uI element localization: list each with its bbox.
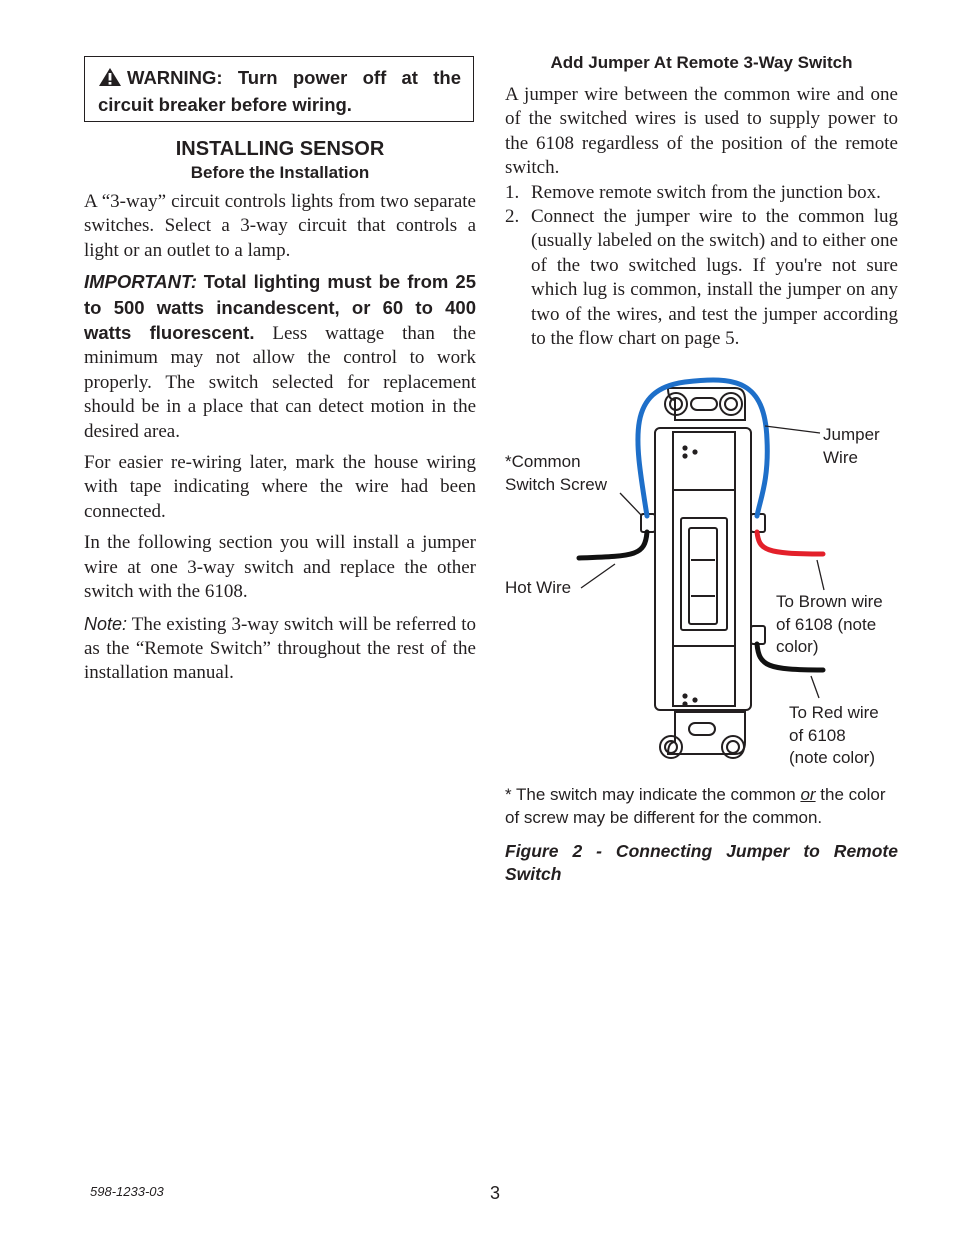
switch-body-inner [673,432,735,706]
toggle-lever [689,528,717,624]
installing-sensor-section [84,136,476,693]
common-screw-label [505,451,607,496]
important-bold-text: Total lighting must be from 25 to 500 watts incandescent, or 60 to 400 watts fluorescent. [84,271,476,344]
footnote-text-end: the color of screw may be different for the common. [505,785,886,827]
hot-wire-label: Hot Wire [505,578,572,597]
hot-wire [579,532,647,558]
red-wire [757,532,823,554]
red-wire-label [789,702,879,770]
footnote-emphasis: or [800,785,816,804]
important-paragraph [84,270,476,444]
important-rest-text: Less wattage than the minimum may not allow the control to work properly. The switch selected for replacement should be in a place that can detect motion in the desired area. [84,323,476,442]
brown-wire-label [776,591,883,659]
common-screw-leader [620,493,642,516]
label-line: of 6108 (note [776,614,877,634]
step-number: 2. [505,206,520,228]
bottom-slot [689,723,715,735]
label-line: Wire [823,447,858,467]
jumper-wire-leader [765,426,820,433]
warning-triangle-icon [98,67,122,93]
switch-wiring-diagram [495,360,905,775]
important-label: IMPORTANT: [84,271,198,293]
top-right-mount-hole-inner [725,398,737,410]
diagram-footnote [505,784,898,829]
jumper-wire-label [823,424,880,469]
warning-box [84,56,474,122]
page-number: 3 [490,1183,501,1203]
note-paragraph [84,612,476,686]
label-line: (note color) [789,748,875,767]
jumper-heading: Add Jumper At Remote 3-Way Switch [550,53,853,72]
section-heading: INSTALLING SENSOR [175,138,385,160]
warning-text: WARNING: Turn power off at the circuit breaker before wiring. [98,67,461,115]
jumper-section [505,51,898,351]
jumper-wire [638,380,767,516]
switch-body-outer [655,428,751,710]
label-line: color) [776,637,819,656]
label-line: Jumper [823,425,880,444]
hot-wire-leader [581,564,615,588]
label-line: To Red wire [789,703,879,722]
step-2 [505,205,898,351]
bottom-right-mount-hole-inner [727,741,739,753]
following-section-paragraph: In the following section you will install a jumper wire at one 3-way switch and replace the other switch with the 6108. [84,532,476,603]
top-slot [691,398,717,410]
note-label: Note: [84,613,128,634]
toggle-plate [681,518,727,630]
top-right-mount-hole [720,393,742,415]
steps-list [505,181,898,352]
label-line: of 6108 [789,725,846,745]
note-text: The existing 3-way switch will be referred to as the “Remote Switch” throughout the rest of the installation manual. [84,613,476,684]
label-line: *Common [505,452,581,471]
section-subheading: Before the Installation [190,163,370,182]
label-line: Switch Screw [505,474,608,494]
intro-paragraph: A “3-way” circuit controls lights from two separate switches. Select a 3-way circuit that controls a light or an outlet to a lamp. [84,191,476,261]
rewiring-paragraph: For easier re-wiring later, mark the house wiring with tape indicating where the wire had been connected. [84,452,476,522]
label-line: To Brown wire [776,592,883,611]
step-text: Remove remote switch from the junction box. [531,181,881,203]
red-wire-leader [811,676,819,698]
jumper-intro: A jumper wire between the common wire and one of the switched wires is used to supply power to the 6108 regardless of the position of the remote switch. [505,84,898,179]
step-1 [505,181,898,205]
footnote-text: * The switch may indicate the common [505,785,801,804]
document-number: 598-1233-03 [90,1184,164,1199]
figure-caption: Figure 2 - Connecting Jumper to Remote Switch [505,841,898,884]
bottom-strap [668,712,745,754]
brown-wire-leader [817,560,824,590]
bottom-right-screw [751,626,765,644]
step-number: 1. [505,181,520,203]
step-text: Connect the jumper wire to the common lug (usually labeled on the switch) and to either one of the two switched lugs. If you're not sure which lug is common, install the jumper on any two of the wires, and test the jumper according to the flow chart on page 5. [531,206,898,350]
